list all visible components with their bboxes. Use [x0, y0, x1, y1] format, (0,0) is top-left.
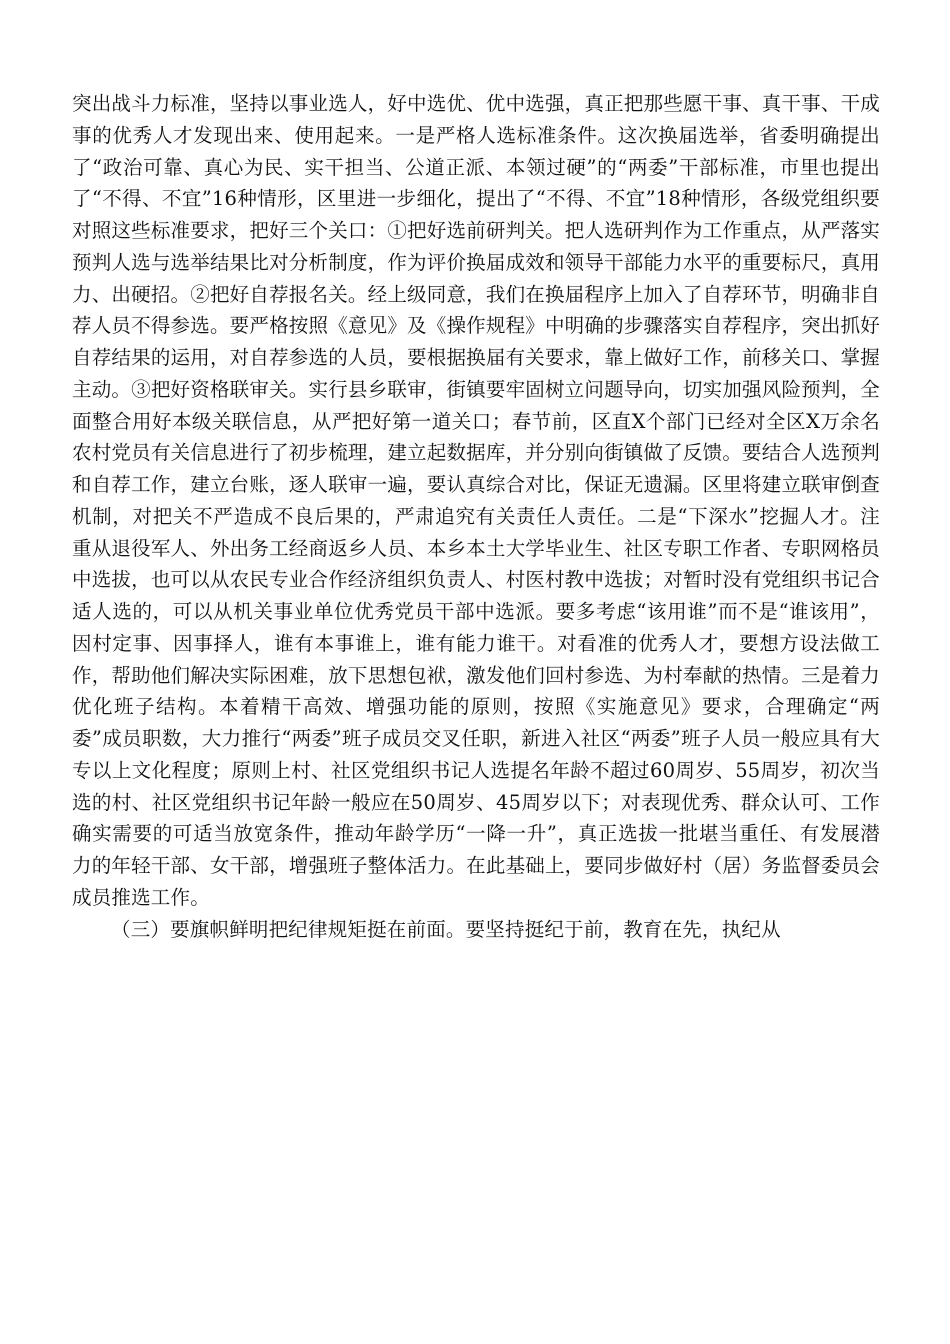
- body-paragraph: 突出战斗力标准，坚持以事业选人，好中选优、优中选强，真正把那些愿干事、真干事、干成事的优秀人才发现出来、使用起来。一是严格人选标准条件。这次换届选举，省委明确提出了“政治可靠、真心为民、实干担当、公道正派、本领过硬”的“两委”干部标准，市里也提出了“不得、不宜”16种情形，区里进一步细化，提出了“不得、不宜”18种情形，各级党组织要对照这些标准要求，把好三个关口：①把好选前研判关。把人选研判作为工作重点，从严落实预判人选与选举结果比对分析制度，作为评价换届成效和领导干部能力水平的重要标尺，真用力、出硬招。②把好自荐报名关。经上级同意，我们在换届程序上加入了自荐环节，明确非自荐人员不得参选。要严格按照《意见》及《操作规程》中明确的步骤落实自荐程序，突出抓好自荐结果的运用，对自荐参选的人员，要根据换届有关要求，靠上做好工作，前移关口、掌握主动。③把好资格联审关。实行县乡联审，街镇要牢固树立问题导向，切实加强风险预判，全面整合用好本级关联信息，从严把好第一道关口；春节前，区直X个部门已经对全区X万余名农村党员有关信息进行了初步梳理，建立起数据库，并分别向街镇做了反馈。要结合人选预判和自荐工作，建立台账，逐人联审一遍，要认真综合对比，保证无遗漏。区里将建立联审倒查机制，对把关不严造成不良后果的，严肃追究有关责任人责任。二是“下深水”挖掘人才。注重从退役军人、外出务工经商返乡人员、本乡本土大学毕业生、社区专职工作者、专职网格员中选拔，也可以从农民专业合作经济组织负责人、村医村教中选拔；对暂时没有党组织书记合适人选的，可以从机关事业单位优秀党员干部中选派。要多考虑“该用谁”而不是“谁该用”，因村定事、因事择人，谁有本事谁上，谁有能力谁干。对看准的优秀人才，要想方设法做工作，帮助他们解决实际困难，放下思想包袱，激发他们回村参选、为村奉献的热情。三是着力优化班子结构。本着精干高效、增强功能的原则，按照《实施意见》要求，合理确定“两委”成员职数，大力推行“两委”班子成员交叉任职，新进入社区“两委”班子人员一般应具有大专以上文化程度；原则上村、社区党组织书记人选提名年龄不超过60周岁、55周岁，初次当选的村、社区党组织书记年龄一般应在50周岁、45周岁以下；对表现优秀、群众认可、工作确实需要的可适当放宽条件，推动年龄学历“一降一升”，真正选拔一批堪当重任、有发展潜力的年轻干部、女干部，增强班子整体活力。在此基础上，要同步做好村（居）务监督委员会成员推选工作。: [72, 92, 880, 909]
- document-page: [72, 88, 880, 945]
- section-heading-paragraph: （三）要旗帜鲜明把纪律规矩挺在前面。要坚持挺纪于前，教育在先，执纪从: [111, 917, 781, 941]
